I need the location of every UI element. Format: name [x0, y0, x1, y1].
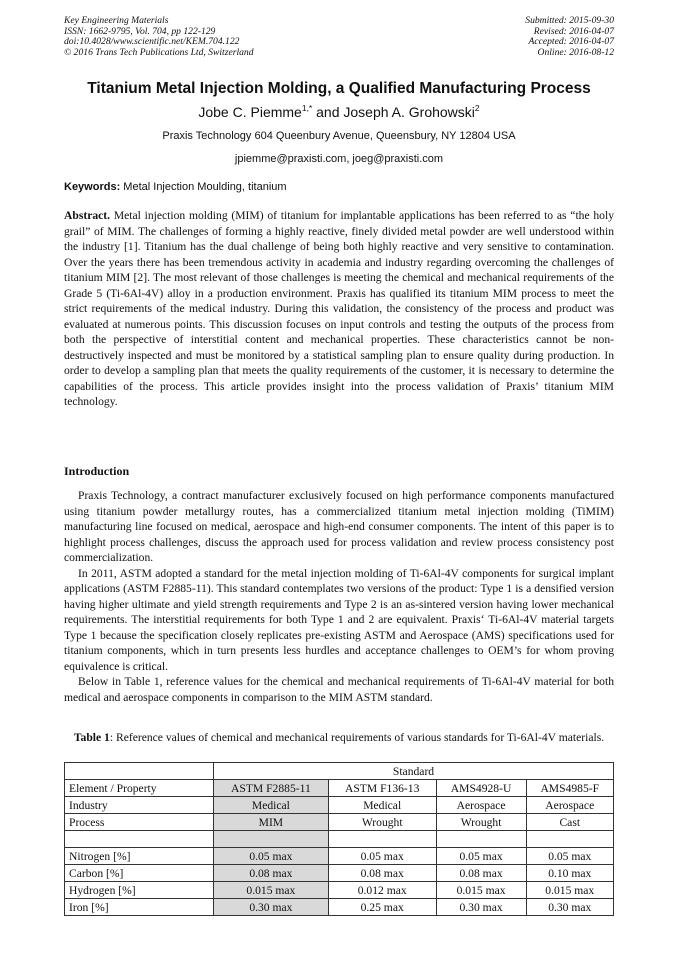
journal-name: Key Engineering Materials — [64, 15, 169, 26]
keywords — [64, 181, 614, 193]
author-emails: jpiemme@praxisti.com, joeg@praxisti.com — [234, 153, 444, 165]
keywords-label: Keywords: — [64, 181, 121, 193]
table-cell — [328, 831, 436, 848]
journal-doi: doi:10.4028/www.scientific.net/KEM.704.122 — [64, 36, 240, 48]
intro-paragraph: Praxis Technology, a contract manufacturer exclusively focused on high performance components manufactured using titanium powder metallurgy routes, has a commercialized titanium metal injection molding (TiMIM) manufacturing line focused on medical, aerospace and high-end consumer components. The intent of this paper is to highlight process challenges, discuss the approach used for process validation and review process consistency post commercialization. — [64, 489, 614, 564]
table-cell: Industry — [65, 797, 214, 814]
table-cell: Cast — [526, 814, 613, 831]
table-cell: Iron [%] — [65, 899, 214, 916]
author-connector: and — [312, 104, 344, 120]
table-row — [65, 848, 614, 865]
table-cell: 0.30 max — [214, 899, 329, 916]
table-cell: Element / Property — [65, 780, 214, 797]
table-row — [65, 814, 614, 831]
section-heading-introduction: Introduction — [64, 464, 130, 478]
table-cell: 0.08 max — [328, 865, 436, 882]
table-cell: 0.015 max — [526, 882, 613, 899]
abstract — [64, 208, 614, 410]
table-cell: Wrought — [436, 814, 526, 831]
table-caption-text: : Reference values of chemical and mechanical requirements of various standards for Ti-6Al-4V materials. — [109, 731, 605, 744]
table-cell: 0.30 max — [526, 899, 613, 916]
table-cell — [65, 831, 214, 848]
table-cell: AMS4928-U — [436, 780, 526, 797]
intro-paragraph: Below in Table 1, reference values for the chemical and mechanical requirements of Ti-6Al-4V material for both medical and aerospace components in comparison to the MIM ASTM standard. — [64, 675, 614, 704]
table-row — [65, 882, 614, 899]
table-row — [65, 865, 614, 882]
table-caption — [64, 731, 614, 745]
table-cell: MIM — [214, 814, 329, 831]
table-cell — [436, 831, 526, 848]
table-cell — [214, 831, 329, 848]
table-row — [65, 780, 614, 797]
abstract-label: Abstract. — [64, 209, 111, 222]
table-cell: Wrought — [328, 814, 436, 831]
table-cell: 0.05 max — [526, 848, 613, 865]
date-accepted: Accepted: 2016-04-07 — [528, 36, 614, 48]
table-cell: 0.015 max — [436, 882, 526, 899]
table-cell: Nitrogen [%] — [65, 848, 214, 865]
table-cell: Aerospace — [436, 797, 526, 814]
standards-table — [64, 762, 614, 916]
table-cell — [65, 763, 214, 780]
date-revised: Revised: 2016-04-07 — [533, 25, 614, 37]
introduction-body — [64, 488, 614, 705]
table-cell: 0.05 max — [436, 848, 526, 865]
paper-title: Titanium Metal Injection Molding, a Qualified Manufacturing Process — [87, 80, 591, 97]
intro-paragraph: In 2011, ASTM adopted a standard for the metal injection molding of Ti-6Al-4V components for surgical implant applications (ASTM F2885-11). This standard contemplates two versions of the product: Type 1 is a densified version having higher ultimate and yield strength requirements and Type 2 is an as-sintered version having lower mechanical requirements. The interstitial requirements for both Type 1 and 2 are equivalent. Praxis‘ Ti-6Al-4V material targets Type 1 because the specification closely replicates pre-existing ASTM and Aerospace (AMS) specifications used for titanium components, which in turn presents less hurdles and acceptance challenges to OEM’s for whom proving equivalence is critical. — [64, 566, 614, 673]
table-caption-label: Table 1 — [73, 731, 110, 744]
table-row — [65, 763, 614, 780]
journal-info — [64, 16, 254, 58]
author-1-affil: 1,* — [301, 103, 313, 113]
table-cell: 0.012 max — [328, 882, 436, 899]
table-row — [65, 831, 614, 848]
table-row — [65, 797, 614, 814]
table-group-header: Standard — [214, 763, 614, 780]
abstract-text: Metal injection molding (MIM) of titanium for implantable applications has been referred to as “the holy grail” of MIM. The challenges of forming a highly reactive, finely divided metal powder are well understood within the industry [1]. Titanium has the dual challenge of being both highly reactive and very sensitive to contamination. Over the years there has been tremendous activity in academia and industry regarding overcoming the challenges of titanium MIM [2]. The most relevant of those challenges is meeting the chemical and mechanical requirements of the Grade 5 (Ti-6Al-4V) alloy in a production environment. Praxis has qualified its titanium MIM process to meet the strict requirements of the medical industry. During this validation, the consistency of the process and product was evaluated at numerous points. This discussion focuses on input controls and testing the outputs of the process from both the perspective of interstitial content and mechanical properties. These characteristics cannot be non-destructively inspected and must be monitored by a statistical sampling plan to ensure quality during production. In order to develop a sampling plan that meets the quality requirements of the customer, it is necessary to determine the capabilities of the process. This article provides insight into the process validation of Praxis’ titanium MIM technology. — [64, 209, 614, 408]
author-2-affil: 2 — [474, 103, 480, 113]
table-cell: 0.08 max — [436, 865, 526, 882]
table-cell: 0.015 max — [214, 882, 329, 899]
date-submitted: Submitted: 2015-09-30 — [525, 15, 614, 26]
author-line — [40, 104, 638, 120]
journal-issn: ISSN: 1662-9795, Vol. 704, pp 122-129 — [64, 25, 216, 37]
table-cell: ASTM F136-13 — [328, 780, 436, 797]
table-cell: Medical — [328, 797, 436, 814]
table-cell: 0.05 max — [214, 848, 329, 865]
table-cell: Aerospace — [526, 797, 613, 814]
table-cell: 0.08 max — [214, 865, 329, 882]
keywords-text: Metal Injection Moulding, titanium — [120, 181, 287, 193]
journal-copyright: © 2016 Trans Tech Publications Ltd, Switzerland — [64, 46, 254, 58]
publication-dates — [525, 16, 614, 58]
table-cell: 0.10 max — [526, 865, 613, 882]
affiliation: Praxis Technology 604 Queenbury Avenue, Queensbury, NY 12804 USA — [162, 130, 516, 142]
table-cell: Hydrogen [%] — [65, 882, 214, 899]
table-cell: AMS4985-F — [526, 780, 613, 797]
table-cell: ASTM F2885-11 — [214, 780, 329, 797]
table-cell: Medical — [214, 797, 329, 814]
table-cell — [526, 831, 613, 848]
date-online: Online: 2016-08-12 — [537, 46, 614, 58]
table-cell: 0.30 max — [436, 899, 526, 916]
table-row — [65, 899, 614, 916]
table-cell: Carbon [%] — [65, 865, 214, 882]
author-1: Jobe C. Piemme — [198, 104, 302, 120]
table-cell: 0.25 max — [328, 899, 436, 916]
author-2: Joseph A. Grohowski — [343, 104, 475, 120]
table-cell: 0.05 max — [328, 848, 436, 865]
table-cell: Process — [65, 814, 214, 831]
